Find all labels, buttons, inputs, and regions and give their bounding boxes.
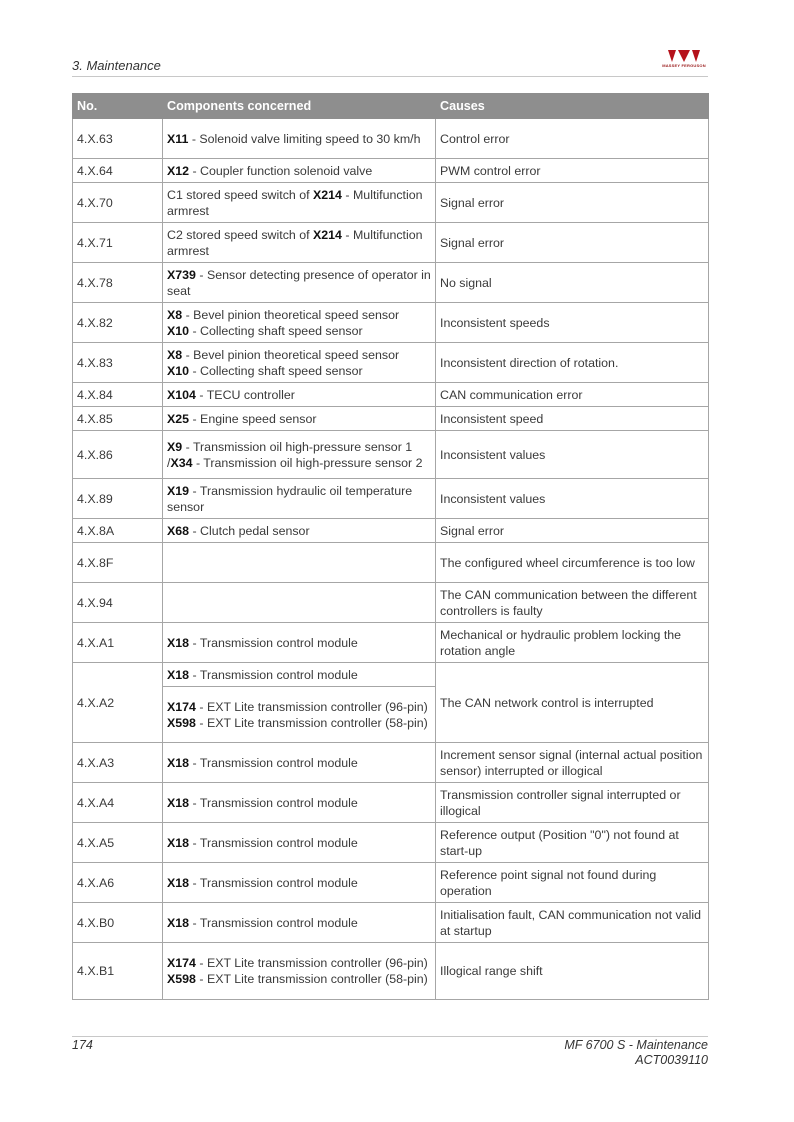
components-cell xyxy=(163,623,436,663)
component-code: X10 xyxy=(167,363,190,378)
table-row xyxy=(73,743,709,783)
fault-code-cell: 4.X.A6 xyxy=(73,863,163,903)
fault-code-cell: 4.X.B0 xyxy=(73,903,163,943)
cause-cell: Initialisation fault, CAN communication not valid at startup xyxy=(436,903,709,943)
column-header-components: Components concerned xyxy=(163,94,436,119)
component-description: - Engine speed sensor xyxy=(189,411,317,426)
component-prefix: C2 stored speed switch of xyxy=(167,227,314,242)
component-description: - EXT Lite transmission controller (96-pin) xyxy=(195,956,428,970)
components-cell xyxy=(163,303,436,343)
component-description: - Sensor detecting presence of operator in seat xyxy=(167,267,431,298)
component-description: - TECU controller xyxy=(195,387,295,402)
cause-cell: Control error xyxy=(436,119,709,159)
component-description: - Transmission control module xyxy=(189,795,358,810)
component-code: X598 xyxy=(167,972,196,986)
component-code: X25 xyxy=(167,411,190,426)
components-cell xyxy=(163,479,436,519)
component-description: - Transmission hydraulic oil temperature sensor xyxy=(167,483,413,514)
component-code: X214 xyxy=(313,187,342,202)
cause-cell: The CAN network control is interrupted xyxy=(436,663,709,743)
cause-cell: Inconsistent speed xyxy=(436,407,709,431)
cause-cell: Mechanical or hydraulic problem locking the rotation angle xyxy=(436,623,709,663)
table-row xyxy=(73,223,709,263)
cause-cell: Illogical range shift xyxy=(436,943,709,1000)
component-code: X19 xyxy=(167,483,190,498)
table-row xyxy=(73,783,709,823)
component-description: - Transmission control module xyxy=(189,635,358,650)
component-code: X598 xyxy=(167,715,196,730)
fault-code-cell: 4.X.94 xyxy=(73,583,163,623)
cause-cell: Inconsistent values xyxy=(436,479,709,519)
cause-cell: Inconsistent speeds xyxy=(436,303,709,343)
fault-code-cell: 4.X.8A xyxy=(73,519,163,543)
fault-code-cell: 4.X.83 xyxy=(73,343,163,383)
component-description: - Transmission control module xyxy=(189,755,358,770)
fault-code-cell: 4.X.85 xyxy=(73,407,163,431)
component-description: - Solenoid valve limiting speed to 30 km/h xyxy=(188,131,421,146)
cause-cell: The CAN communication between the different controllers is faulty xyxy=(436,583,709,623)
components-cell xyxy=(163,159,436,183)
table-row xyxy=(73,303,709,343)
components-cell xyxy=(163,663,436,687)
table-row xyxy=(73,383,709,407)
components-cell xyxy=(163,783,436,823)
table-row xyxy=(73,519,709,543)
fault-code-cell: 4.X.A5 xyxy=(73,823,163,863)
component-code: X18 xyxy=(167,635,190,650)
component-code: X12 xyxy=(167,163,190,178)
components-cell xyxy=(163,687,436,743)
cause-cell: No signal xyxy=(436,263,709,303)
fault-code-cell: 4.X.8F xyxy=(73,543,163,583)
component-code: X10 xyxy=(167,323,190,338)
column-header-no: No. xyxy=(73,94,163,119)
table-row xyxy=(73,159,709,183)
component-description: - Multifunction armrest xyxy=(167,187,423,218)
component-prefix: C1 stored speed switch of xyxy=(167,187,314,202)
components-cell xyxy=(163,583,436,623)
cause-cell: Transmission controller signal interrupted or illogical xyxy=(436,783,709,823)
component-code: X18 xyxy=(167,795,190,810)
components-cell xyxy=(163,823,436,863)
fault-code-cell: 4.X.A2 xyxy=(73,663,163,743)
component-description: - EXT Lite transmission controller (58-pin) xyxy=(195,972,428,986)
fault-code-cell: 4.X.84 xyxy=(73,383,163,407)
component-code: X8 xyxy=(167,347,183,362)
column-header-causes: Causes xyxy=(436,94,709,119)
cause-cell: Signal error xyxy=(436,223,709,263)
cause-cell: Reference output (Position "0") not found at start-up xyxy=(436,823,709,863)
cause-cell: CAN communication error xyxy=(436,383,709,407)
cause-cell: Inconsistent values xyxy=(436,431,709,479)
component-description: - Bevel pinion theoretical speed sensor xyxy=(182,347,400,362)
components-cell xyxy=(163,183,436,223)
logo-text: MASSEY FERGUSON xyxy=(662,63,706,68)
component-code: X18 xyxy=(167,915,190,930)
component-code: X214 xyxy=(313,227,342,242)
components-cell xyxy=(163,343,436,383)
component-description: - EXT Lite transmission controller (96-pin) xyxy=(195,699,428,714)
components-cell xyxy=(163,407,436,431)
component-description: - Multifunction armrest xyxy=(167,227,423,258)
component-code: X18 xyxy=(167,875,190,890)
component-code: X18 xyxy=(167,755,190,770)
fault-code-cell: 4.X.71 xyxy=(73,223,163,263)
fault-code-cell: 4.X.70 xyxy=(73,183,163,223)
components-cell xyxy=(163,543,436,583)
table-row xyxy=(73,343,709,383)
brand-logo xyxy=(656,48,712,72)
components-cell xyxy=(163,263,436,303)
fault-code-cell: 4.X.A3 xyxy=(73,743,163,783)
fault-code-cell: 4.X.A4 xyxy=(73,783,163,823)
components-cell xyxy=(163,519,436,543)
table-row xyxy=(73,479,709,519)
component-code: X104 xyxy=(167,387,196,402)
table-row xyxy=(73,407,709,431)
cause-cell: Reference point signal not found during operation xyxy=(436,863,709,903)
component-code: X68 xyxy=(167,523,190,538)
table-body xyxy=(73,119,709,1000)
fault-code-cell: 4.X.78 xyxy=(73,263,163,303)
table-row xyxy=(73,823,709,863)
fault-code-cell: 4.X.B1 xyxy=(73,943,163,1000)
table-row xyxy=(73,623,709,663)
table-row xyxy=(73,543,709,583)
table-row xyxy=(73,943,709,1000)
fault-code-cell: 4.X.64 xyxy=(73,159,163,183)
document-code: ACT0039110 xyxy=(635,1053,708,1067)
component-code: X18 xyxy=(167,835,190,850)
fault-code-cell: 4.X.89 xyxy=(73,479,163,519)
fault-code-cell: 4.X.63 xyxy=(73,119,163,159)
cause-cell: The configured wheel circumference is too low xyxy=(436,543,709,583)
document-title: MF 6700 S - Maintenance xyxy=(564,1038,708,1052)
component-code: X9 xyxy=(167,439,183,454)
cause-cell: Signal error xyxy=(436,519,709,543)
components-cell xyxy=(163,383,436,407)
fault-code-cell: 4.X.86 xyxy=(73,431,163,479)
components-cell xyxy=(163,903,436,943)
fault-code-cell: 4.X.82 xyxy=(73,303,163,343)
fault-code-cell: 4.X.A1 xyxy=(73,623,163,663)
components-cell xyxy=(163,119,436,159)
cause-cell: Increment sensor signal (internal actual position sensor) interrupted or illogical xyxy=(436,743,709,783)
component-code: X174 xyxy=(167,956,196,970)
component-description: - Clutch pedal sensor xyxy=(189,523,310,538)
fault-code-table xyxy=(72,93,709,1000)
components-cell xyxy=(163,223,436,263)
component-description: - Transmission control module xyxy=(189,667,358,682)
table-row xyxy=(73,583,709,623)
component-description: - Transmission oil high-pressure sensor 2 xyxy=(192,455,423,470)
component-description: - EXT Lite transmission controller (58-pin) xyxy=(195,715,428,730)
header-divider xyxy=(72,76,708,77)
section-title: 3. Maintenance xyxy=(72,58,161,73)
table-row xyxy=(73,263,709,303)
triple-triangle-logo-icon xyxy=(656,48,712,64)
component-code: X34 xyxy=(170,455,193,470)
component-code: X174 xyxy=(167,699,196,714)
component-code: X11 xyxy=(167,131,189,146)
component-code: X8 xyxy=(167,307,183,322)
table-header-row xyxy=(73,94,709,119)
component-description: - Transmission control module xyxy=(189,915,358,930)
components-cell xyxy=(163,743,436,783)
cause-cell: Signal error xyxy=(436,183,709,223)
cause-cell: PWM control error xyxy=(436,159,709,183)
component-description: - Transmission control module xyxy=(189,835,358,850)
table-row xyxy=(73,863,709,903)
components-cell xyxy=(163,431,436,479)
component-description: - Bevel pinion theoretical speed sensor xyxy=(182,307,400,322)
component-description: - Collecting shaft speed sensor xyxy=(189,323,363,338)
components-cell xyxy=(163,943,436,1000)
components-cell xyxy=(163,863,436,903)
component-description: - Coupler function solenoid valve xyxy=(189,163,373,178)
table-row xyxy=(73,119,709,159)
table-row xyxy=(73,183,709,223)
component-code: X18 xyxy=(167,667,190,682)
table-row xyxy=(73,663,709,687)
page-number: 174 xyxy=(72,1038,93,1052)
component-code: X739 xyxy=(167,267,196,282)
table-row xyxy=(73,903,709,943)
component-description: - Transmission control module xyxy=(189,875,358,890)
component-description: - Collecting shaft speed sensor xyxy=(189,363,363,378)
component-description: - Transmission oil high-pressure sensor 1 / xyxy=(167,439,413,470)
table-row xyxy=(73,431,709,479)
footer-divider xyxy=(72,1036,708,1037)
cause-cell: Inconsistent direction of rotation. xyxy=(436,343,709,383)
